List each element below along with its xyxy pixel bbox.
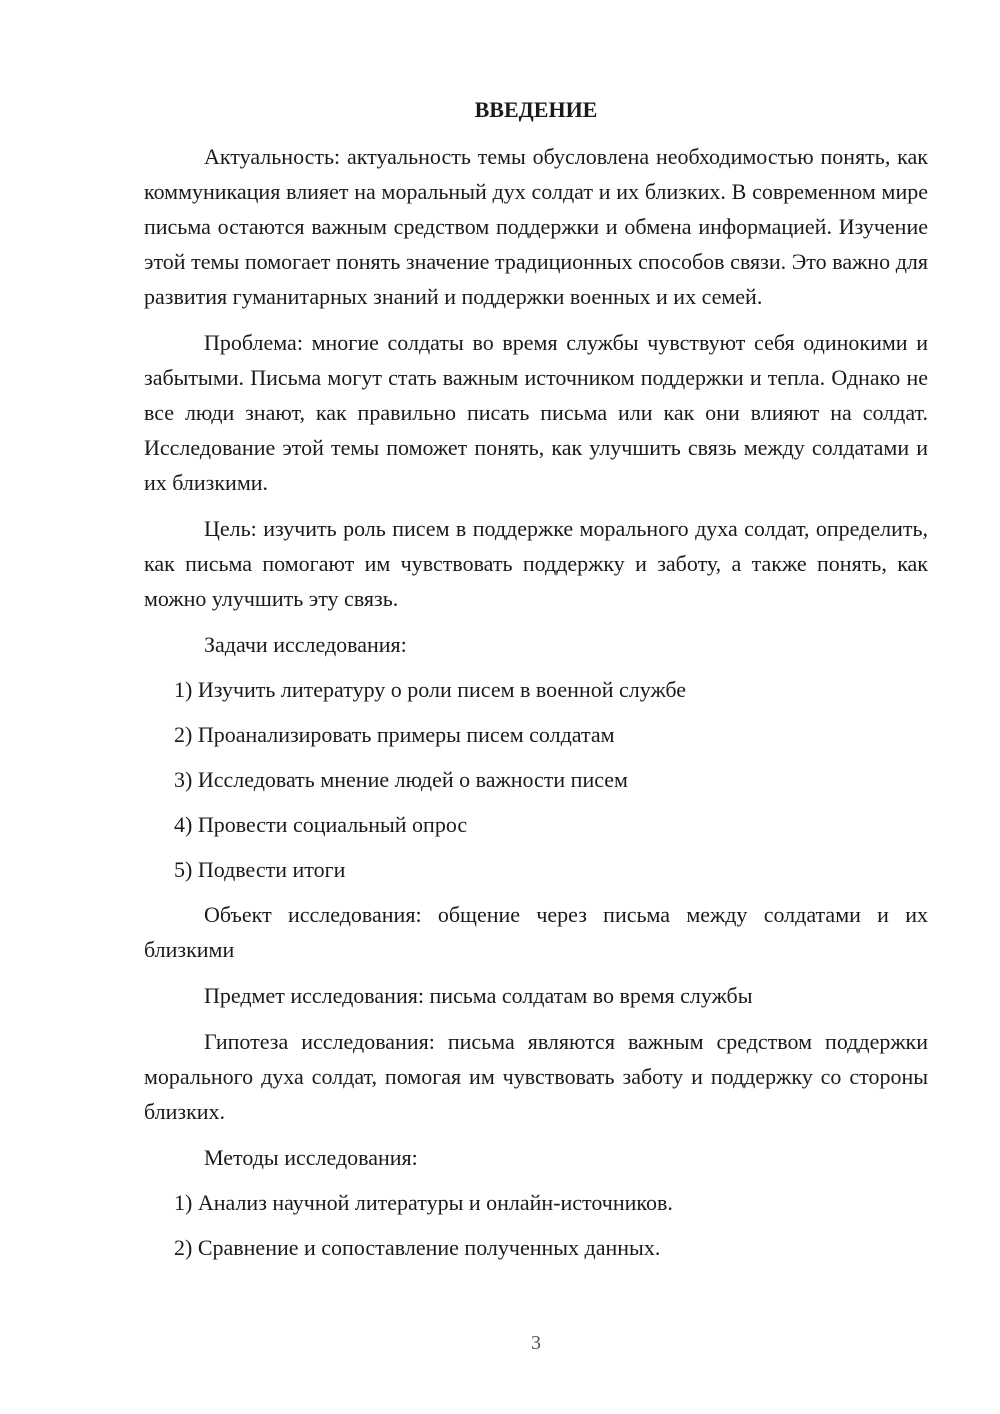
goal-paragraph: Цель: изучить роль писем в поддержке морального духа солдат, определить, как письма помогают им чувствовать поддержку и заботу, а также понять, как можно улучшить эту связь. — [144, 516, 928, 611]
relevance-paragraph: Актуальность: актуальность темы обусловлена необходимостью понять, как коммуникация влияет на моральный дух солдат и их близких. В современном мире письма остаются важным средством поддержки и обмена информацией. Изучение этой темы помогает понять значение традиционных способов связи. Это важно для развития гуманитарных знаний и поддержки военных и их семей. — [144, 144, 928, 309]
task-item: 4) Провести социальный опрос — [174, 812, 468, 837]
method-item: 2) Сравнение и сопоставление полученных данных. — [174, 1235, 661, 1260]
task-item: 5) Подвести итоги — [174, 857, 346, 882]
tasks-heading: Задачи исследования: — [204, 632, 407, 657]
document-body — [144, 92, 928, 1275]
method-item: 1) Анализ научной литературы и онлайн-источников. — [174, 1190, 673, 1215]
page-number: 3 — [531, 1332, 541, 1354]
section-title: ВВЕДЕНИЕ — [474, 97, 598, 122]
problem-paragraph: Проблема: многие солдаты во время службы чувствуют себя одинокими и забытыми. Письма могут стать важным источником поддержки и тепла. Однако не все люди знают, как правильно писать письма или как они влияют на солдат. Исследование этой темы поможет понять, как улучшить связь между солдатами и их близкими. — [144, 330, 928, 495]
subject-paragraph: Предмет исследования: письма солдатам во время службы — [204, 983, 753, 1008]
object-paragraph: Объект исследования: общение через письма между солдатами и их близкими — [144, 902, 928, 962]
task-item: 1) Изучить литературу о роли писем в военной службе — [174, 677, 687, 702]
task-item: 3) Исследовать мнение людей о важности писем — [174, 767, 628, 792]
methods-heading: Методы исследования: — [204, 1145, 418, 1170]
hypothesis-paragraph: Гипотеза исследования: письма являются важным средством поддержки морального духа солдат, помогая им чувствовать заботу и поддержку со стороны близких. — [144, 1029, 928, 1124]
task-item: 2) Проанализировать примеры писем солдатам — [174, 722, 615, 747]
